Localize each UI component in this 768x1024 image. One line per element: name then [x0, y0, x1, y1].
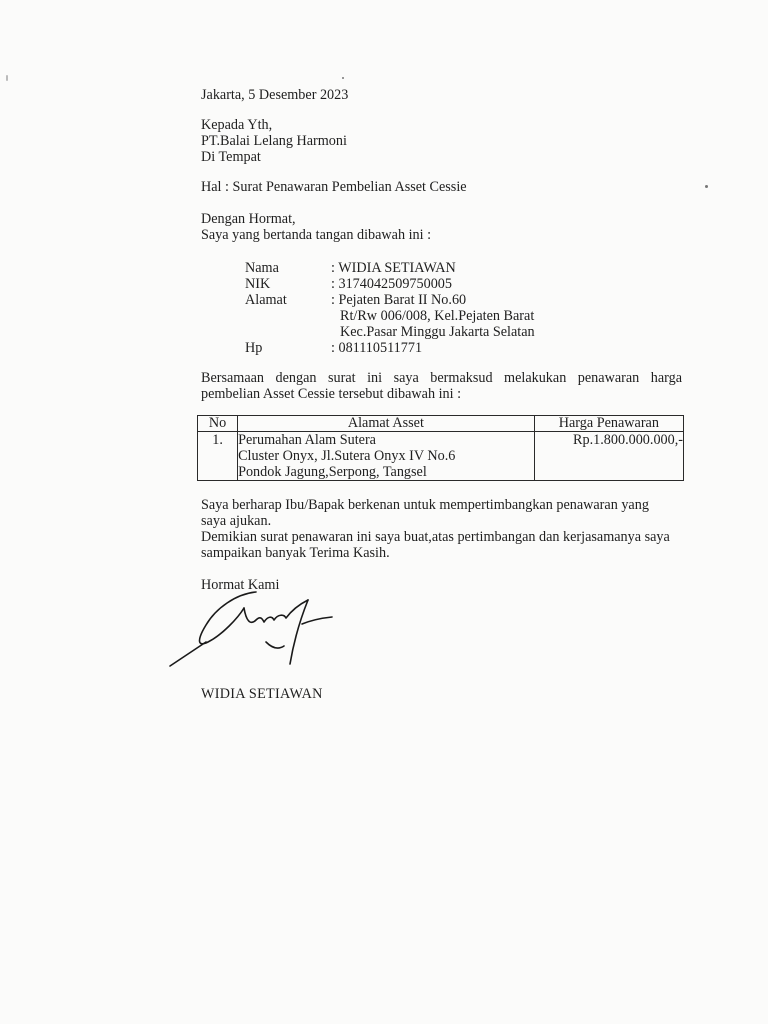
handwritten-signature [166, 580, 346, 675]
signer-name: WIDIA SETIAWAN [201, 686, 323, 702]
header-no: No [198, 416, 238, 432]
name-label: Nama [245, 260, 279, 276]
scan-speck [705, 185, 708, 188]
asset-address-line: Perumahan Alam Sutera [238, 432, 376, 448]
phone-value: : 081110511771 [331, 340, 423, 356]
table-header-row [198, 416, 684, 432]
header-asset-address: Alamat Asset [238, 416, 535, 432]
address-label: Alamat [245, 292, 287, 308]
address-line-2: Rt/Rw 006/008, Kel.Pejaten Barat [340, 308, 535, 324]
recipient-place: Di Tempat [201, 149, 261, 165]
salutation: Dengan Hormat, [201, 211, 296, 227]
nik-label: NIK [245, 276, 271, 292]
table-row [198, 432, 684, 481]
phone-label: Hp [245, 340, 263, 356]
name-value: : WIDIA SETIAWAN [331, 260, 456, 276]
scan-speck [6, 75, 8, 81]
signoff: Hormat Kami [201, 577, 280, 593]
asset-address-cell [238, 432, 535, 481]
intro-text: Saya yang bertanda tangan dibawah ini : [201, 227, 432, 243]
closing-line-1: Saya berharap Ibu/Bapak berkenan untuk mempertimbangkan penawaran yang [201, 497, 649, 513]
offer-text-line-1: Bersamaan dengan surat ini saya bermaksud melakukan penawaran harga [201, 370, 682, 386]
asset-address-line: Cluster Onyx, Jl.Sutera Onyx IV No.6 [238, 448, 456, 464]
closing-line-3: Demikian surat penawaran ini saya buat,atas pertimbangan dan kerjasamanya saya [201, 529, 670, 545]
closing-line-4: sampaikan banyak Terima Kasih. [201, 545, 390, 561]
asset-address-line: Pondok Jagung,Serpong, Tangsel [238, 464, 427, 480]
offer-price: Rp.1.800.000.000,- [534, 432, 683, 481]
place-date: Jakarta, 5 Desember 2023 [201, 87, 349, 103]
address-line-1: : Pejaten Barat II No.60 [331, 292, 467, 308]
closing-line-2: saya ajukan. [201, 513, 272, 529]
scan-speck [342, 77, 344, 79]
nik-value: : 3174042509750005 [331, 276, 452, 292]
offer-text-line-2: pembelian Asset Cessie tersebut dibawah ini : [201, 386, 462, 402]
letter-subject: Hal : Surat Penawaran Pembelian Asset Cessie [201, 179, 467, 195]
address-line-3: Kec.Pasar Minggu Jakarta Selatan [340, 324, 535, 340]
recipient-greeting: Kepada Yth, [201, 117, 273, 133]
recipient-company: PT.Balai Lelang Harmoni [201, 133, 347, 149]
asset-offer-table [197, 415, 684, 481]
row-number: 1. [198, 432, 238, 481]
header-offer-price: Harga Penawaran [534, 416, 683, 432]
